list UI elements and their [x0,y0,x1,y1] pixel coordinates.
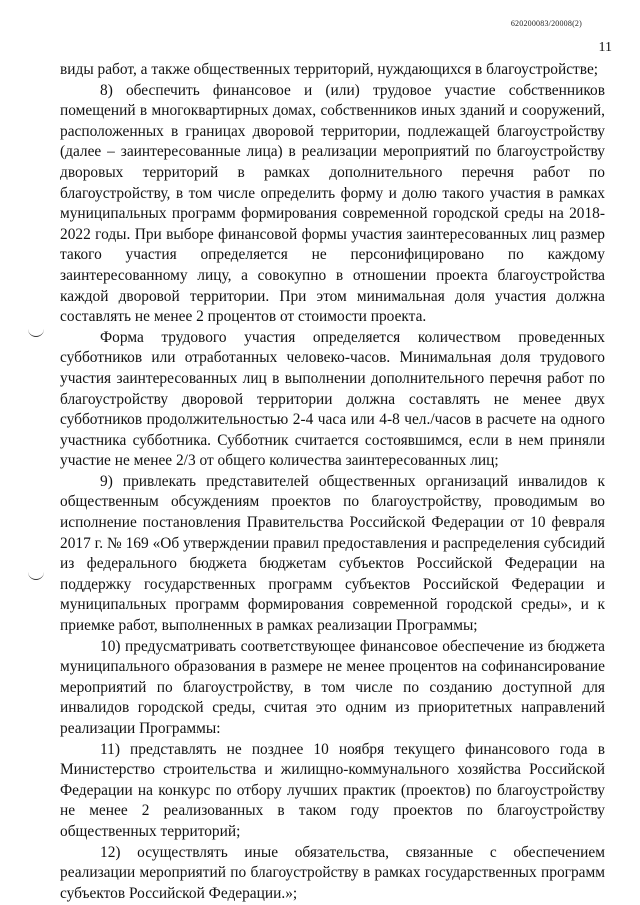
paragraph-item-9: 9) привлекать представителей общественных организаций инвалидов к общественным обсуждениям проектов по благоустройству, проводимым во исполнение постановления Правительства Российской Федерации от 10 февраля 2017 г. № 169 «Об утверждении правил предоставления и распределения субсидий из федерального бюджета бюджетам субъектов Российской Федерации на поддержку государственных программ субъектов Российской Федерации и муниципальных программ формирования современной городской среды», и к приемке работ, выполненных в рамках реализации Программы; [60,472,605,635]
paragraph-item-10: 10) предусматривать соответствующее финансовое обеспечение из бюджета муниципального образования в размере не менее процентов на софинансирование мероприятий по благоустройству, в том числе по созданию доступной для инвалидов городской среды, считая это одним из приоритетных направлений реализации Программы: [60,637,605,737]
paragraph-labor-participation: Форма трудового участия определяется количеством проведенных субботников или отработанных человеко-часов. Минимальная доля трудового участия заинтересованных лиц в выполнении дополнительного перечня работ по благоустройству дворовой территории должна составлять не менее двух субботников продолжительностью 2-4 часа или 4-8 чел./часов в расчете на одного участника субботника. Субботник считается состоявшимся, если в нем приняли участие не менее 2/3 от общего количества заинтересованных лиц; [60,328,605,470]
paragraph-item-11: 11) представлять не позднее 10 ноября текущего финансового года в Министерство строительства и жилищно-коммунального хозяйства Российской Федерации на конкурс по отбору лучших практик (проектов) по благоустройству не менее 2 реализованных в таком году проектов по благоустройству общественных территорий; [60,740,605,840]
paragraph-item-12: 12) осуществлять иные обязательства, связанные с обеспечением реализации мероприятий по благоустройству в рамках государственных программ субъектов Российской Федерации.»; [60,843,605,902]
paragraph-continuation: виды работ, а также общественных территорий, нуждающихся в благоустройстве; [60,61,599,78]
page-number: 11 [598,40,612,55]
binder-hole-mark-bottom [28,571,44,580]
binder-hole-mark-top [28,328,44,337]
paragraph-item-8: 8) обеспечить финансовое и (или) трудовое участие собственников помещений в многоквартирных домах, собственников иных зданий и сооружений, расположенных в границах дворовой территории, подлежащей благоустройству (далее – заинтересованные лица) в реализации мероприятий по благоустройству дворовых территорий в рамках дополнительного перечня работ по благоустройству, в том числе определить форму и долю такого участия в рамках муниципальных программ формирования современной городской среды на 2018-2022 годы. При выборе финансовой формы участия заинтересованных лиц размер такого участия определяется не персонифицировано по каждому заинтересованному лицу, а совокупно в отношении проекта благоустройства каждой дворовой территории. При этом минимальная доля участия должна составлять не менее 2 процентов от стоимости проекта. [60,81,605,326]
document-code: 620200083/20008(2) [510,19,582,28]
document-body [60,60,605,904]
